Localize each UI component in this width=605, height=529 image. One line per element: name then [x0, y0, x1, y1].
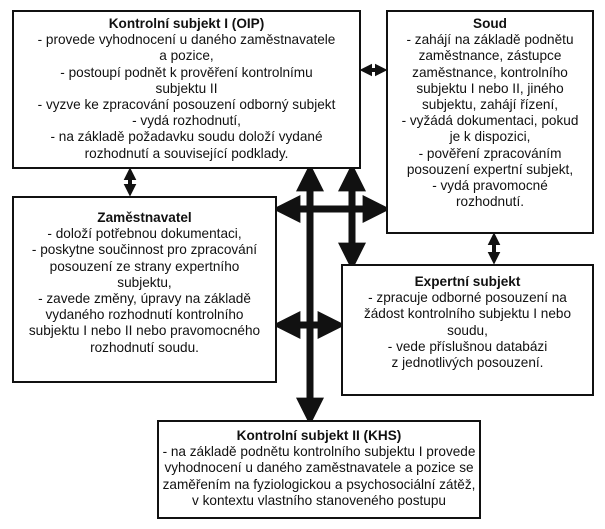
node-line: subjektu II [155, 80, 218, 96]
node-line: zaměřením na fyziologickou a psychosociální zátěž, [162, 476, 476, 492]
node-line: posouzení expertní subjekt, [406, 161, 574, 177]
node-line: subjektu I nebo II, jiného [416, 80, 564, 96]
node-line: z jednotlivých posouzení. [391, 355, 544, 371]
node-line: - poskytne součinnost pro zpracování [31, 242, 258, 258]
node-kontrolni-subjekt-2 [157, 420, 481, 519]
node-expertni-subjekt [341, 264, 594, 396]
node-line: - vydá pravomocné [432, 178, 548, 194]
node-soud [386, 10, 594, 234]
node-line: v kontextu vlastního stanoveného postupu [192, 492, 446, 508]
node-line: vyhodnocení u daného zaměstnavatele a pozice se [164, 460, 474, 476]
node-title: Kontrolní subjekt I (OIP) [108, 16, 265, 31]
node-line: - vydá rozhodnutí, [132, 113, 241, 129]
node-title: Expertní subjekt [414, 274, 521, 289]
node-line: je k dispozici, [449, 129, 531, 145]
node-line: - zpracuje odborné posouzení na [368, 290, 567, 306]
node-title: Kontrolní subjekt II (KHS) [236, 428, 402, 443]
node-line: rozhodnutí a související podklady. [84, 145, 289, 161]
node-line: a pozice, [159, 48, 214, 64]
node-line: - postoupí podnět k prověření kontrolnímu [60, 64, 313, 80]
node-line: - provede vyhodnocení u daného zaměstnavatele [37, 32, 336, 48]
node-line: zaměstnance, zástupce [418, 48, 562, 64]
node-title: Soud [473, 16, 507, 31]
node-line: - zavede změny, úpravy na základě [38, 291, 251, 307]
node-line: subjektu, [117, 274, 172, 290]
node-line: rozhodnutí. [455, 194, 524, 210]
node-line: subjektu, zahájí řízení, [421, 97, 558, 113]
node-line: vydaného rozhodnutí kontrolního [45, 307, 244, 323]
node-line: - na základě podnětu kontrolního subjektu I provede [162, 444, 476, 460]
node-line: subjektu I nebo II nebo pravomocného [28, 323, 261, 339]
node-line: rozhodnutí soudu. [90, 339, 199, 355]
node-line: - pověření zpracováním [418, 145, 562, 161]
node-title: Zaměstnavatel [97, 210, 192, 225]
node-line: soudu, [447, 322, 488, 338]
node-line: - na základě požadavku soudu doloží vydané [50, 129, 323, 145]
node-line: - vyžádá dokumentaci, pokud [401, 113, 579, 129]
node-line: - doloží potřebnou dokumentaci, [47, 226, 242, 242]
node-line: posouzení ze strany expertního [49, 258, 240, 274]
node-kontrolni-subjekt-1 [12, 10, 361, 169]
node-line: zaměstnance, kontrolního [412, 64, 568, 80]
node-line: - vyzve ke zpracování posouzení odborný subjekt [37, 97, 336, 113]
node-line: - zahájí na základě podnětu [406, 32, 574, 48]
node-zamestnavatel [12, 196, 277, 383]
node-line: žádost kontrolního subjektu I nebo [363, 306, 572, 322]
node-line: - vede příslušnou databázi [387, 338, 548, 354]
